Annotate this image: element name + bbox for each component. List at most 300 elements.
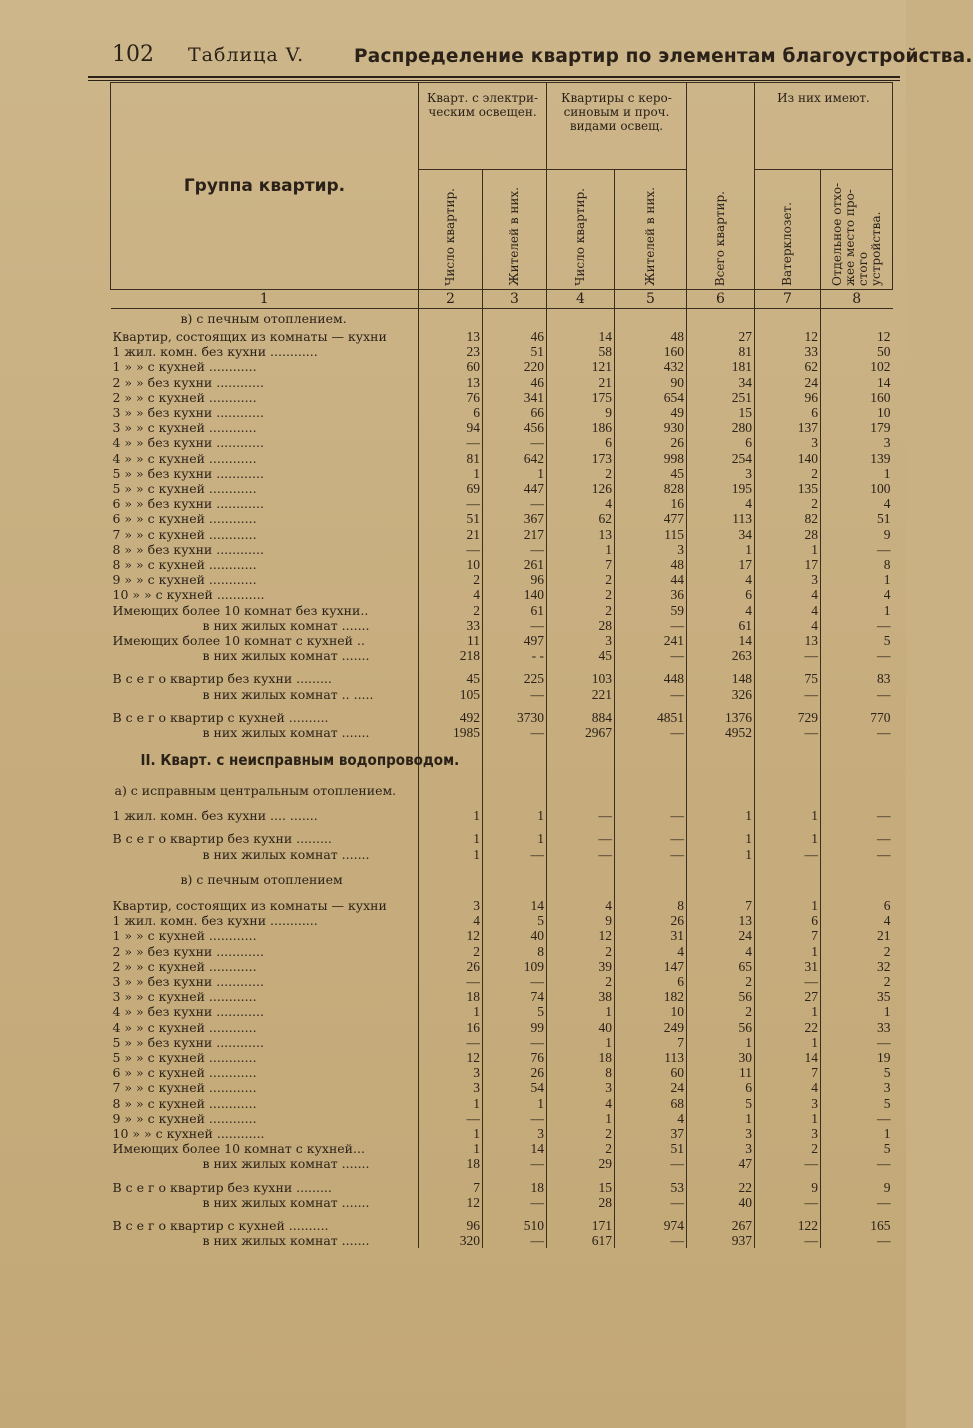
cell-c6: 6 (687, 587, 755, 602)
cell-c8: 50 (821, 344, 893, 359)
table-row (111, 648, 893, 663)
row-label: Квартир, состоящих из комнаты — кухни (112, 329, 387, 344)
cell-c5: 68 (615, 1096, 687, 1111)
table-row (111, 572, 893, 587)
cell-c3: 510 (483, 1218, 547, 1233)
cell-c7: 6 (755, 913, 821, 928)
spacer-cell (547, 800, 615, 808)
row-label: 2 » » с кухней ............ (112, 958, 257, 974)
cell-c4: 7 (547, 557, 615, 572)
row-label: В с е г о квартир без кухни ......... (112, 671, 332, 687)
cell-c4: 62 (547, 511, 615, 526)
cell-c6: 34 (687, 527, 755, 542)
cell-c2: 1 (419, 466, 483, 481)
cell-c7: 2 (755, 466, 821, 481)
column-number: 8 (821, 290, 893, 309)
cell-c6: 3 (687, 1126, 755, 1141)
cell-c6: 24 (687, 928, 755, 943)
spacer-cell (821, 1210, 893, 1218)
cell-c6: 5 (687, 1096, 755, 1111)
cell-c5: — (615, 687, 687, 702)
cell-c4: 3 (547, 1080, 615, 1095)
row-label: в них жилых комнат ....... (202, 725, 370, 741)
cell-c3: 40 (483, 928, 547, 943)
cell-c3: — (483, 1233, 547, 1248)
cell-c4: 1 (547, 1035, 615, 1050)
cell-c6: 251 (687, 390, 755, 405)
cell-c3: 14 (483, 898, 547, 913)
empty-cell (755, 309, 821, 330)
cell-c5: 448 (615, 671, 687, 686)
cell-c2: 2 (419, 603, 483, 618)
table-row (111, 1050, 893, 1065)
table-row (111, 808, 893, 823)
table-row (111, 344, 893, 359)
cell-c7: 137 (755, 420, 821, 435)
cell-c5: 10 (615, 1004, 687, 1019)
spacer-cell (483, 890, 547, 898)
table-title: Распределение квартир по элементам благоустройства. (354, 46, 973, 67)
cell-c2: 105 (419, 687, 483, 702)
row-label: 1 жил. комн. без кухни .... ....... (112, 808, 318, 824)
spacer-cell (755, 823, 821, 831)
cell-c4: 28 (547, 1195, 615, 1210)
row-label: в них жилых комнат ....... (202, 1194, 370, 1210)
cell-c8: 35 (821, 989, 893, 1004)
cell-c5: 16 (615, 496, 687, 511)
spacer-cell (419, 663, 483, 671)
table-row (111, 1218, 893, 1233)
cell-c5: 44 (615, 572, 687, 587)
spacer-cell (615, 1210, 687, 1218)
cell-c2: 96 (419, 1218, 483, 1233)
cell-c2: 3 (419, 1080, 483, 1095)
cell-c7: 1 (755, 1035, 821, 1050)
table-row (111, 603, 893, 618)
row-label: 4 » » с кухней ............ (112, 1019, 257, 1035)
cell-c6: 280 (687, 420, 755, 435)
cell-c5: 36 (615, 587, 687, 602)
table-body (111, 309, 893, 1249)
cell-c8: 33 (821, 1020, 893, 1035)
cell-c3: 74 (483, 989, 547, 1004)
spacer-cell (755, 1172, 821, 1180)
cell-c3: — (483, 542, 547, 557)
cell-c2: 2 (419, 944, 483, 959)
cell-c2: 21 (419, 527, 483, 542)
cell-c5: — (615, 648, 687, 663)
table-row (111, 618, 893, 633)
column-header-kerosene: Квартиры с керо-синовым и проч. видами освещ. (547, 83, 687, 170)
cell-c3: 76 (483, 1050, 547, 1065)
cell-c6: 61 (687, 618, 755, 633)
cell-c2: 4 (419, 913, 483, 928)
spacer-cell (615, 862, 687, 870)
row-label: 2 » » с кухней ............ (112, 389, 257, 405)
cell-c6: 11 (687, 1065, 755, 1080)
column-number: 4 (547, 290, 615, 309)
cell-c8: 2 (821, 944, 893, 959)
table-row (111, 1111, 893, 1126)
cell-c7: — (755, 687, 821, 702)
cell-c7: — (755, 1156, 821, 1171)
spacer-cell (483, 800, 547, 808)
table-row (111, 481, 893, 496)
row-label: 4 » » без кухни ............ (112, 1004, 264, 1020)
row-label: в них жилых комнат ....... (202, 1156, 370, 1172)
spacer-cell (111, 702, 419, 710)
spacer-cell (755, 772, 821, 780)
row-label: 3 » » с кухней ............ (112, 989, 257, 1005)
row-label: 9 » » с кухней ............ (112, 572, 257, 588)
cell-c2: 1 (419, 831, 483, 846)
cell-c4: — (547, 847, 615, 862)
empty-cell (615, 309, 687, 330)
cell-c5: 4851 (615, 710, 687, 725)
cell-c2: 492 (419, 710, 483, 725)
table-row (111, 944, 893, 959)
cell-c5: 115 (615, 527, 687, 542)
cell-c4: — (547, 808, 615, 823)
cell-c4: — (547, 831, 615, 846)
table-row (111, 1126, 893, 1141)
column-number: 2 (419, 290, 483, 309)
spacer-cell (547, 890, 615, 898)
spacer-cell (615, 800, 687, 808)
cell-c5: 4 (615, 1111, 687, 1126)
cell-c6: 4 (687, 603, 755, 618)
cell-c6: 254 (687, 451, 755, 466)
table-name: Таблица V. (188, 44, 305, 66)
cell-c6: 7 (687, 898, 755, 913)
cell-c8: 1 (821, 572, 893, 587)
cell-c4: 4 (547, 496, 615, 511)
row-label: в них жилых комнат ....... (202, 1233, 370, 1249)
cell-c5: 24 (615, 1080, 687, 1095)
cell-c5: 26 (615, 913, 687, 928)
cell-c5: — (615, 1233, 687, 1248)
column-header-total: Всего квартир. (687, 83, 755, 290)
row-label: 6 » » с кухней ............ (112, 1065, 257, 1081)
spacer-cell (547, 823, 615, 831)
spacer-cell (687, 663, 755, 671)
cell-c4: 2 (547, 944, 615, 959)
spacer-row (111, 1210, 893, 1218)
cell-c6: 2 (687, 974, 755, 989)
spacer-cell (755, 800, 821, 808)
table-row (111, 959, 893, 974)
cell-c8: — (821, 808, 893, 823)
cell-c4: 4 (547, 898, 615, 913)
empty-cell (483, 780, 547, 800)
cell-c6: 81 (687, 344, 755, 359)
cell-c3: 54 (483, 1080, 547, 1095)
spacer-row (111, 800, 893, 808)
row-label: в них жилых комнат .. ..... (202, 686, 374, 702)
cell-c5: 249 (615, 1020, 687, 1035)
cell-c4: 40 (547, 1020, 615, 1035)
spacer-cell (687, 1172, 755, 1180)
table-row (111, 1065, 893, 1080)
spacer-cell (483, 740, 547, 748)
empty-cell (547, 870, 615, 890)
cell-c5: 53 (615, 1180, 687, 1195)
cell-c5: — (615, 618, 687, 633)
cell-c8: 1 (821, 1126, 893, 1141)
row-label: 3 » » без кухни ............ (112, 973, 264, 989)
cell-c4: 21 (547, 375, 615, 390)
cell-c3: 367 (483, 511, 547, 526)
table-row (111, 1233, 893, 1248)
cell-c4: 175 (547, 390, 615, 405)
spacer-row (111, 823, 893, 831)
cell-c3: 447 (483, 481, 547, 496)
column-number: 1 (111, 290, 419, 309)
cell-c3: 261 (483, 557, 547, 572)
cell-c5: 477 (615, 511, 687, 526)
spacer-row (111, 740, 893, 748)
cell-c8: 100 (821, 481, 893, 496)
header-rule-thick (88, 76, 900, 78)
row-label: Имеющих более 10 комнат с кухней .. (112, 633, 365, 649)
table-row (111, 989, 893, 1004)
cell-c2: 26 (419, 959, 483, 974)
section-heading: в) с печным отоплением (180, 872, 343, 888)
cell-c8: 179 (821, 420, 893, 435)
cell-c7: 1 (755, 898, 821, 913)
cell-c8: 6 (821, 898, 893, 913)
cell-c7: — (755, 974, 821, 989)
cell-c6: 6 (687, 1080, 755, 1095)
cell-c7: 1 (755, 831, 821, 846)
table-row (111, 1020, 893, 1035)
row-label: 5 » » без кухни ............ (112, 465, 264, 481)
page-number: 102 (112, 42, 154, 67)
cell-c6: 40 (687, 1195, 755, 1210)
table-row (111, 375, 893, 390)
empty-cell (687, 748, 755, 772)
cell-c4: 2 (547, 587, 615, 602)
cell-c2: 12 (419, 928, 483, 943)
spacer-cell (483, 862, 547, 870)
cell-c7: 9 (755, 1180, 821, 1195)
cell-c3: 8 (483, 944, 547, 959)
spacer-cell (419, 772, 483, 780)
cell-c8: 5 (821, 1096, 893, 1111)
cell-c3: — (483, 1035, 547, 1050)
empty-cell (755, 780, 821, 800)
cell-c5: 113 (615, 1050, 687, 1065)
row-label: в них жилых комнат ....... (202, 617, 370, 633)
cell-c7: 17 (755, 557, 821, 572)
cell-c7: 122 (755, 1218, 821, 1233)
spacer-cell (547, 702, 615, 710)
table-row (111, 1156, 893, 1171)
cell-c7: 7 (755, 928, 821, 943)
cell-c6: 1 (687, 831, 755, 846)
spacer-cell (755, 862, 821, 870)
cell-c6: 267 (687, 1218, 755, 1233)
cell-c2: — (419, 1035, 483, 1050)
cell-c2: 45 (419, 671, 483, 686)
cell-c7: 33 (755, 344, 821, 359)
column-header-electric: Кварт. с электри-ческим освещен. (419, 83, 547, 170)
cell-c7: — (755, 725, 821, 740)
cell-c3: 642 (483, 451, 547, 466)
spacer-cell (615, 740, 687, 748)
cell-c7: 4 (755, 618, 821, 633)
cell-c6: 326 (687, 687, 755, 702)
cell-c8: 3 (821, 435, 893, 450)
cell-c6: 15 (687, 405, 755, 420)
cell-c8: 8 (821, 557, 893, 572)
spacer-cell (755, 890, 821, 898)
cell-c8: 14 (821, 375, 893, 390)
row-label: 10 » » с кухней ............ (112, 587, 265, 603)
row-label: В с е г о квартир без кухни ......... (112, 1179, 332, 1195)
spacer-cell (483, 702, 547, 710)
cell-c5: 51 (615, 1141, 687, 1156)
cell-c6: 56 (687, 989, 755, 1004)
table-row (111, 1004, 893, 1019)
cell-c8: 1 (821, 1004, 893, 1019)
cell-c7: — (755, 1233, 821, 1248)
cell-c7: 135 (755, 481, 821, 496)
cell-c2: — (419, 1111, 483, 1126)
row-label: 1 » » с кухней ............ (112, 359, 257, 375)
cell-c7: 22 (755, 1020, 821, 1035)
table-row (111, 633, 893, 648)
cell-c8: 10 (821, 405, 893, 420)
cell-c6: 14 (687, 633, 755, 648)
row-label: 2 » » без кухни ............ (112, 374, 264, 390)
cell-c2: 1 (419, 1004, 483, 1019)
row-label: 5 » » с кухней ............ (112, 481, 257, 497)
spacer-cell (419, 702, 483, 710)
spacer-cell (111, 862, 419, 870)
cell-c7: 14 (755, 1050, 821, 1065)
cell-c7: 27 (755, 989, 821, 1004)
cell-c8: — (821, 1156, 893, 1171)
spacer-cell (687, 890, 755, 898)
spacer-cell (419, 1210, 483, 1218)
cell-c6: 3 (687, 1141, 755, 1156)
cell-c4: 186 (547, 420, 615, 435)
cell-c3: 14 (483, 1141, 547, 1156)
cell-c3: 217 (483, 527, 547, 542)
cell-c8: 51 (821, 511, 893, 526)
cell-c4: 15 (547, 1180, 615, 1195)
table-row (111, 420, 893, 435)
cell-c4: 1 (547, 1111, 615, 1126)
spacer-cell (687, 862, 755, 870)
cell-c8: — (821, 1035, 893, 1050)
cell-c4: 2 (547, 466, 615, 481)
cell-c7: 75 (755, 671, 821, 686)
cell-c5: 654 (615, 390, 687, 405)
cell-c6: 4952 (687, 725, 755, 740)
cell-c4: 171 (547, 1218, 615, 1233)
cell-c4: 126 (547, 481, 615, 496)
cell-c3: 456 (483, 420, 547, 435)
spacer-row (111, 702, 893, 710)
cell-c5: — (615, 725, 687, 740)
cell-c4: 3 (547, 633, 615, 648)
table-row (111, 928, 893, 943)
cell-c7: 1 (755, 542, 821, 557)
cell-c6: 1376 (687, 710, 755, 725)
cell-c6: 47 (687, 1156, 755, 1171)
row-label: Имеющих более 10 комнат без кухни.. (112, 602, 369, 618)
column-header-group: Группа квартир. (111, 83, 419, 290)
spacer-cell (687, 1210, 755, 1218)
cell-c6: 263 (687, 648, 755, 663)
column-number-row (111, 290, 893, 309)
cell-c4: 2967 (547, 725, 615, 740)
spacer-cell (615, 823, 687, 831)
section-heading: в) с печным отоплением. (180, 311, 347, 327)
spacer-cell (821, 1172, 893, 1180)
cell-c6: 1 (687, 808, 755, 823)
table-row (111, 1096, 893, 1111)
cell-c8: 9 (821, 1180, 893, 1195)
spacer-cell (111, 740, 419, 748)
cell-c7: 1 (755, 808, 821, 823)
spacer-cell (821, 663, 893, 671)
column-number: 5 (615, 290, 687, 309)
cell-c7: 3 (755, 1126, 821, 1141)
table-row (111, 329, 893, 344)
cell-c8: 5 (821, 1065, 893, 1080)
cell-c8: — (821, 542, 893, 557)
row-label: 8 » » без кухни ............ (112, 541, 264, 557)
table-row (111, 405, 893, 420)
empty-cell (483, 309, 547, 330)
cell-c2: 81 (419, 451, 483, 466)
spacer-cell (687, 800, 755, 808)
cell-c2: 320 (419, 1233, 483, 1248)
cell-c2: 12 (419, 1050, 483, 1065)
spacer-cell (547, 1210, 615, 1218)
column-header-c8: Отдельное отхо-жее место про-стого устройства. (821, 170, 893, 290)
cell-c8: 5 (821, 1141, 893, 1156)
cell-c6: 181 (687, 359, 755, 374)
cell-c5: 7 (615, 1035, 687, 1050)
cell-c8: 21 (821, 928, 893, 943)
cell-c4: 58 (547, 344, 615, 359)
column-header-c4: Число квартир. (547, 170, 615, 290)
spacer-cell (483, 772, 547, 780)
table-row (111, 1141, 893, 1156)
cell-c7: 28 (755, 527, 821, 542)
cell-c7: 4 (755, 1080, 821, 1095)
cell-c3: — (483, 1111, 547, 1126)
table-row (111, 557, 893, 572)
spacer-row (111, 663, 893, 671)
cell-c4: 45 (547, 648, 615, 663)
cell-c6: 27 (687, 329, 755, 344)
cell-c3: — (483, 847, 547, 862)
cell-c5: 432 (615, 359, 687, 374)
cell-c7: 6 (755, 405, 821, 420)
cell-c5: 241 (615, 633, 687, 648)
cell-c6: 3 (687, 466, 755, 481)
cell-c4: 14 (547, 329, 615, 344)
empty-cell (687, 309, 755, 330)
cell-c2: 23 (419, 344, 483, 359)
cell-c8: 5 (821, 633, 893, 648)
cell-c6: 56 (687, 1020, 755, 1035)
